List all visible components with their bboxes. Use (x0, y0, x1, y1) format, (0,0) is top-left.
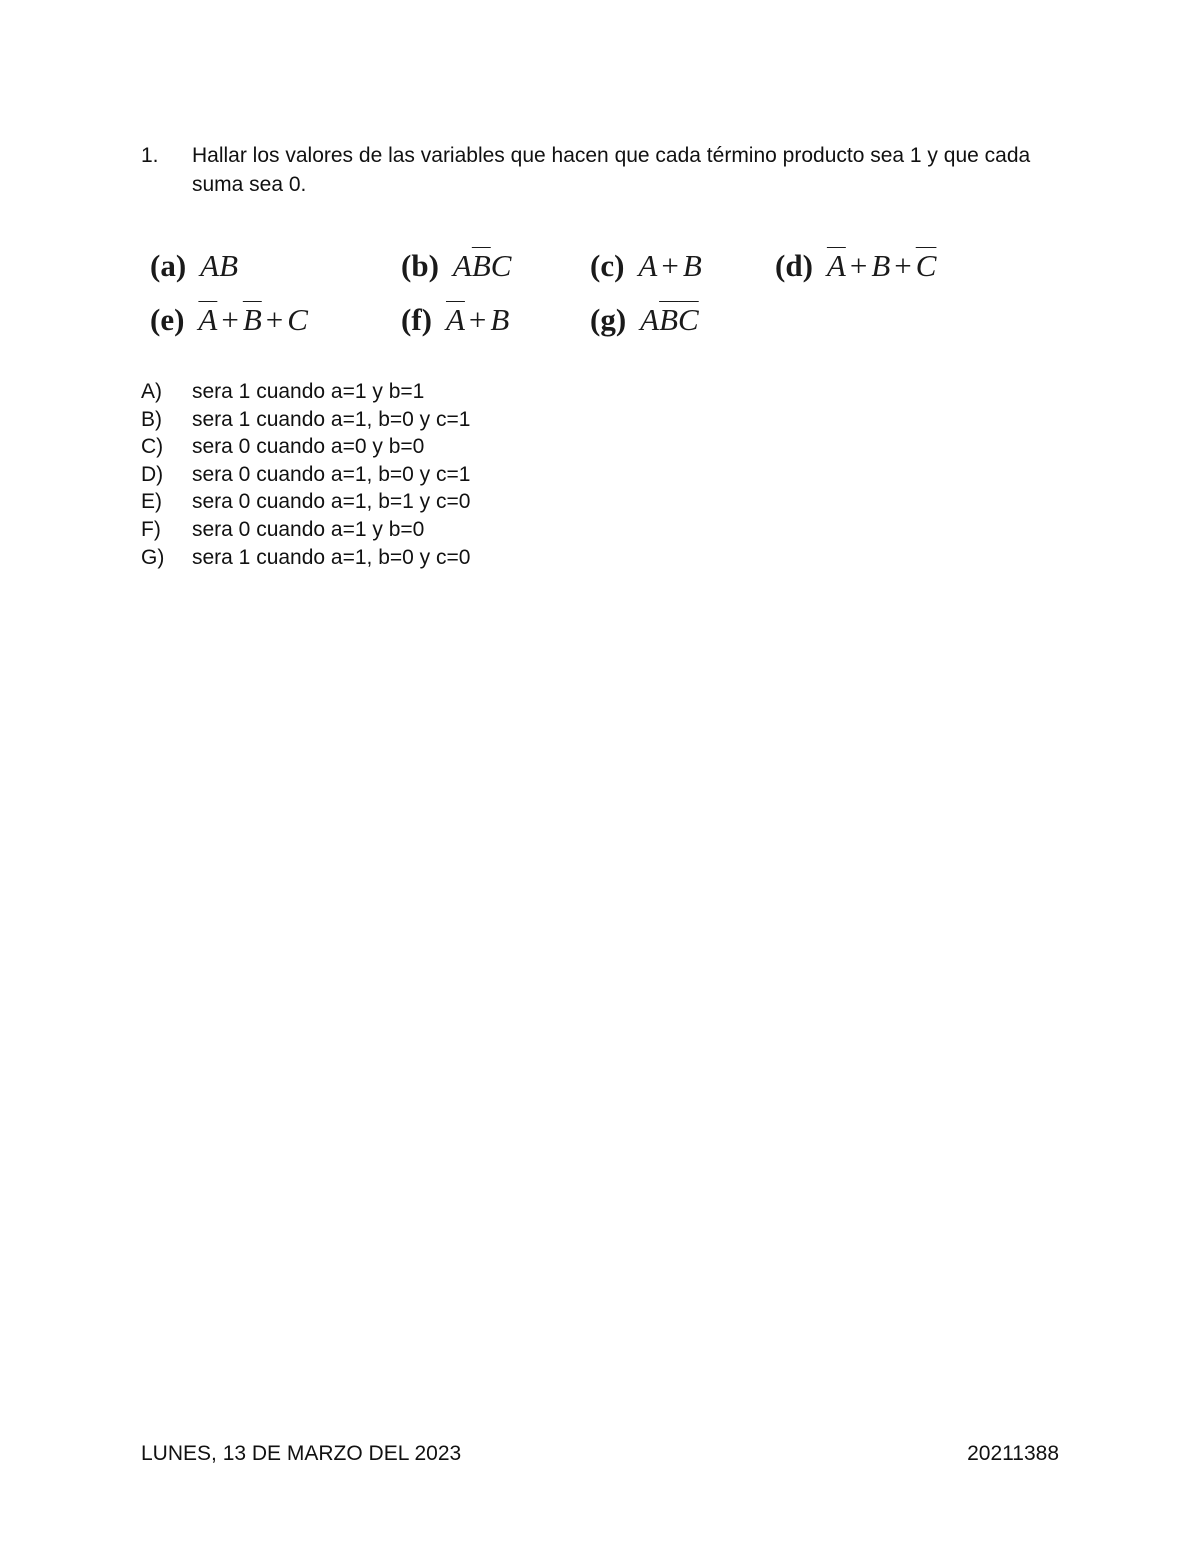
formula-label: (f) (401, 302, 432, 337)
formula-expression (638, 248, 701, 283)
answer-letter: B) (141, 407, 162, 431)
negated-variable: $\overline{A}$ (826, 248, 846, 283)
formula-label: (d) (775, 248, 813, 283)
formula-label: (e) (150, 302, 185, 337)
answer-text: sera 0 cuando a=0 y b=0 (192, 435, 425, 459)
plus-operator: + (849, 248, 868, 283)
variable: B (490, 302, 510, 337)
answer-text: sera 1 cuando a=1, b=0 y c=1 (192, 407, 471, 431)
footer-id: 20211388 (967, 1442, 1059, 1465)
negated-variable: $\overline{A}$ (445, 302, 465, 337)
answer-text: sera 1 cuando a=1, b=0 y c=0 (192, 545, 471, 569)
question-number: 1. (141, 144, 159, 167)
question (141, 141, 1041, 199)
negated-variable: $\overline{A}$ (198, 302, 218, 337)
answer-letter: F) (141, 517, 161, 541)
plus-operator: + (265, 302, 284, 337)
formula-label: (a) (150, 248, 187, 283)
answer-letter: G) (141, 545, 165, 569)
variable: C (490, 248, 512, 283)
formula-expression (446, 302, 509, 337)
formula-g (590, 302, 699, 338)
formula-d (775, 248, 936, 284)
variable: AB (200, 248, 239, 283)
formula-expression (453, 248, 512, 283)
negated-variable: $\overline{C}$ (678, 302, 699, 337)
formula-grid (150, 248, 1030, 348)
variable: B (871, 248, 891, 283)
negated-variable: $\overline{B}$ (471, 248, 491, 283)
formula-f (401, 302, 509, 338)
variable: A (640, 302, 660, 337)
negated-variable: $\overline{C}$ (915, 248, 937, 283)
formula-expression (200, 248, 238, 283)
answer-text: sera 0 cuando a=1, b=0 y c=1 (192, 462, 471, 486)
formula-c (590, 248, 702, 284)
plus-operator: + (894, 248, 912, 283)
answer-letter: E) (141, 490, 162, 514)
footer-date: LUNES, 13 DE MARZO DEL 2023 (141, 1442, 462, 1465)
answer-text: sera 1 cuando a=1 y b=1 (192, 380, 425, 403)
variable: A (452, 248, 472, 283)
variable: B (682, 248, 702, 283)
formula-label: (c) (590, 248, 625, 283)
formula-label: (g) (590, 302, 627, 337)
negated-variable: $\overline{B}$ (242, 302, 262, 337)
negated-variable: $\overline{B}$ (659, 302, 679, 337)
answer-letter: C) (141, 435, 164, 459)
question-text: Hallar los valores de las variables que hacen que cada término producto sea 1 y que cada suma sea 0. (192, 144, 1031, 196)
plus-operator: + (468, 302, 487, 337)
variable: A (638, 248, 658, 283)
answer-text: sera 0 cuando a=1 y b=0 (192, 517, 425, 541)
formula-expression (640, 302, 699, 337)
formula-a (150, 248, 238, 284)
formula-expression (827, 248, 937, 283)
formula-b (401, 248, 511, 284)
answer-letter: D) (141, 462, 164, 486)
plus-operator: + (661, 248, 679, 283)
answer-letter: A) (141, 380, 162, 403)
answer-text: sera 0 cuando a=1, b=1 y c=0 (192, 490, 471, 514)
formula-e (150, 302, 308, 338)
variable: C (287, 302, 308, 337)
formula-expression (198, 302, 308, 337)
plus-operator: + (221, 302, 239, 337)
formula-label: (b) (401, 248, 439, 283)
